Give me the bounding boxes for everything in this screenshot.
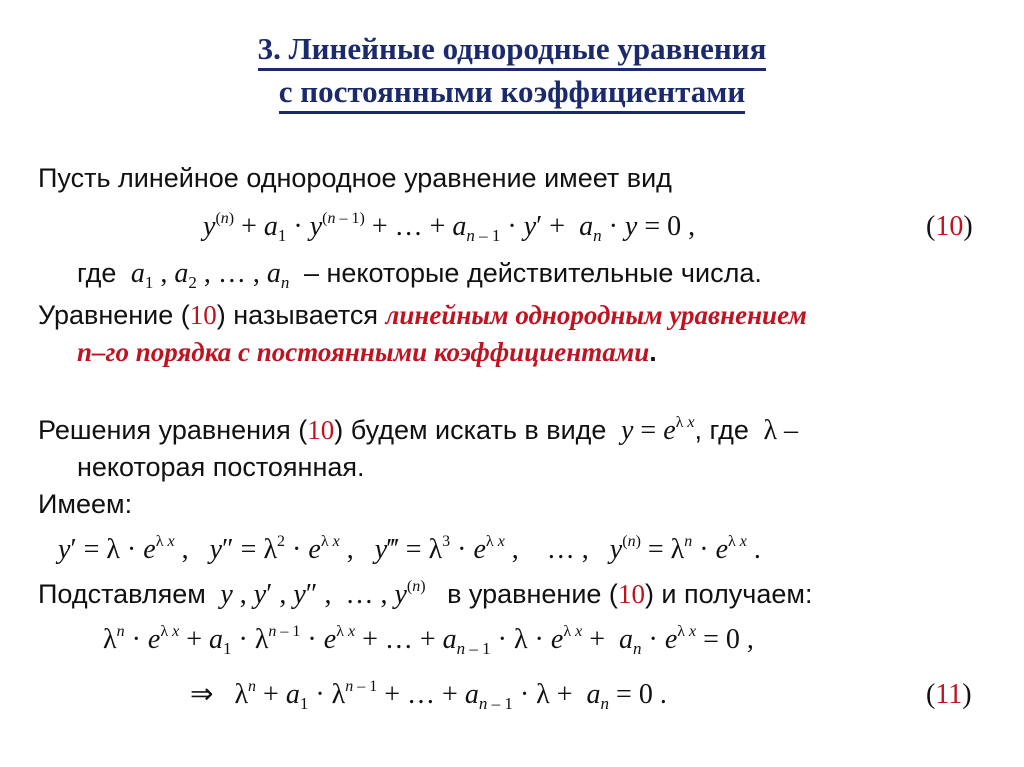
have-label: Имеем: xyxy=(38,489,133,519)
equation-11: ⇒ $\lambda^n + a_1 \cdot \lambda^{n - 1}$ + … + $a_{n - 1} \cdot \lambda + a_n = 0$ . xyxy=(190,678,667,713)
derivatives-equation: $y' = \lambda \cdot e^{\lambda x}$ , $y'' = \lambda^2 \cdot e^{\lambda x}$ , y‴ = $\lambda^3 \cdot e^{\lambda x}$ , … , $y^{(n)} = \lambda^n \cdot e^{\lambda x}$ . xyxy=(58,533,761,565)
definition-term: линейным однородным уравнением xyxy=(385,300,807,330)
slide-title xyxy=(0,28,1024,114)
solutions-line-2: некоторая постоянная. xyxy=(77,452,365,482)
definition-line-2: n–го порядка с постоянными коэффициентами. xyxy=(77,337,657,367)
solutions-line-1: Решения уравнения (10) будем искать в виде $y = e^{\lambda x}$, где λ – xyxy=(38,414,799,446)
where-suffix: – некоторые действительные числа. xyxy=(303,258,762,288)
title-line-1: 3. Линейные однородные уравнения xyxy=(258,30,767,71)
equation-10: $y^{(n)} + a_1 \cdot y^{(n - 1)}$ + … + $a_{n - 1} \cdot y' + a_n \cdot y = 0$ , xyxy=(203,210,696,245)
equation-10-number: (10) xyxy=(926,211,973,242)
substituted-equation: $\lambda^n \cdot e^{\lambda x} + a_1 \cdot \lambda^{n - 1} \cdot e^{\lambda x}$ + … + $a_{n - 1} \cdot \lambda \cdot e^{\lambda x} + a_n \cdot e^{\lambda x} = 0$ , xyxy=(103,623,754,658)
definition-term-cont: n–го порядка с постоянными коэффициентами xyxy=(77,337,650,367)
equation-11-number: (11) xyxy=(926,679,972,710)
title-line-2: с постоянными коэффициентами xyxy=(279,73,746,114)
substitute-line: Подставляем y , y′ , y″ , … , $y^{(n)}$ в уравнение (10) и получаем: xyxy=(38,578,813,610)
where-label: где xyxy=(77,258,117,288)
coefficients-line: где $a_1$ , $a_2$ , … , $a_n$ – некоторые действительные числа. xyxy=(77,258,762,292)
definition-line-1: Уравнение (10) называется линейным однородным уравнением xyxy=(38,300,807,330)
intro-text: Пусть линейное однородное уравнение имеет вид xyxy=(38,163,672,193)
